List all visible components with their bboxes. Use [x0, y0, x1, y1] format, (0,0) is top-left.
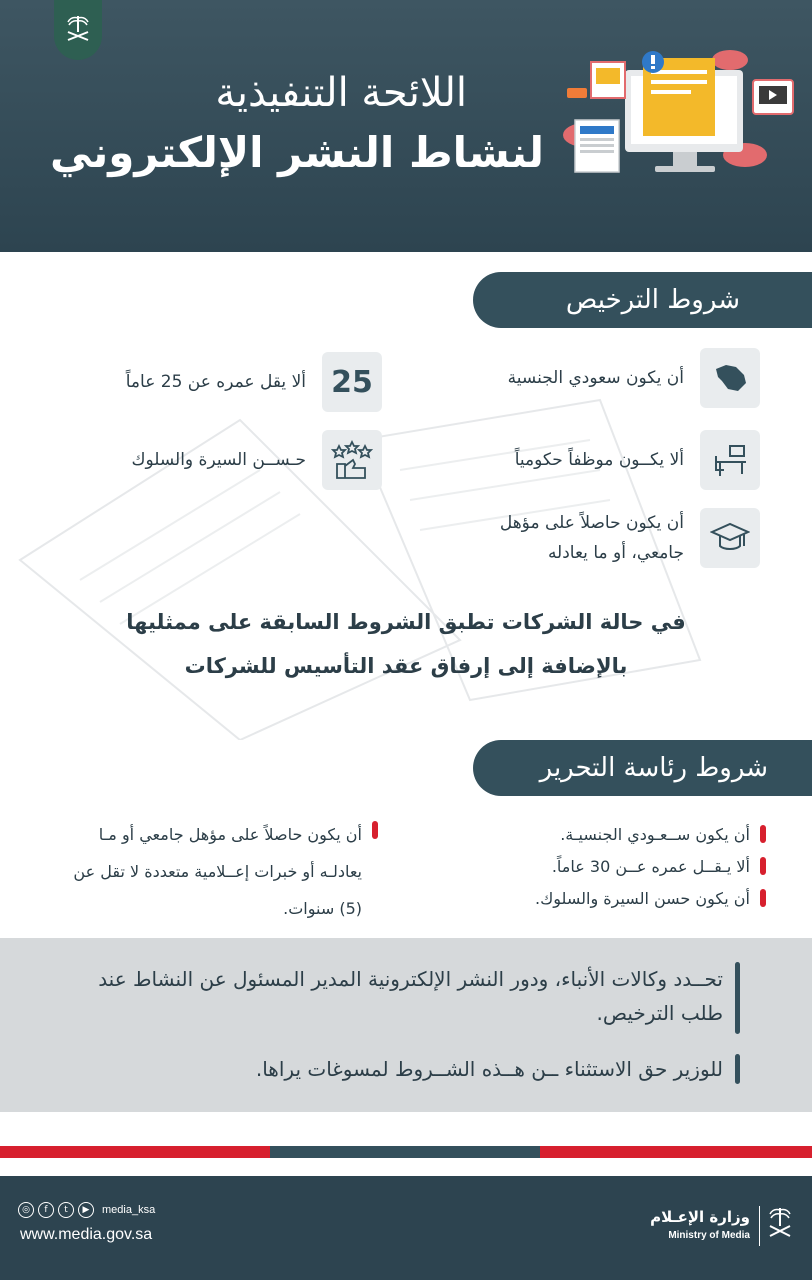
website-link[interactable]: www.media.gov.sa [20, 1226, 153, 1243]
stripe-red-left [0, 1146, 270, 1158]
social-handle[interactable]: media_ksa [102, 1204, 156, 1216]
condition-text: أن يكون سعودي الجنسية [507, 368, 684, 388]
header-banner [0, 0, 812, 252]
note-bar [735, 962, 740, 1034]
saudi-emblem-badge [54, 0, 102, 60]
stripe-dark-middle [270, 1146, 540, 1158]
editorship-item: أن يكون ســعـودي الجنسيـة. [560, 820, 766, 850]
facebook-icon[interactable]: f [38, 1202, 54, 1218]
title-line1: اللائحة التنفيذية [215, 70, 467, 116]
palm-swords-icon [766, 1204, 794, 1244]
ministry-name-ar: وزارة الإعـلام [650, 1208, 750, 1226]
condition-text: ألا يكــون موظفاً حكومياً [514, 450, 684, 470]
bullet-mark [760, 889, 766, 907]
bullet-mark [760, 857, 766, 875]
youtube-icon[interactable]: ▶ [78, 1202, 94, 1218]
condition-line: أن يكون حاصلاً على مؤهل [499, 513, 684, 533]
licensing-heading: شروط الترخيص [473, 272, 812, 328]
bullet-mark [372, 821, 378, 839]
monitor-news-illustration-icon [555, 40, 800, 180]
graduation-cap-icon [700, 508, 760, 568]
stripe-red-right [540, 1146, 812, 1158]
editorship-heading: شروط رئاسة التحرير [473, 740, 812, 796]
age-number: 25 [331, 364, 373, 400]
condition-not-gov [515, 430, 760, 490]
thumbs-up-stars-icon [322, 430, 382, 490]
palm-swords-icon [64, 12, 92, 48]
title-line2: لنشاط النشر الإلكتروني [50, 128, 544, 177]
twitter-icon[interactable]: t [58, 1202, 74, 1218]
condition-age [126, 352, 382, 412]
note-bar [735, 1054, 740, 1084]
note-item: للوزير حق الاستثناء ــن هــذه الشــروط لمسوغات يراها. [60, 1052, 740, 1086]
companies-note-line2: بالإضافة إلى إرفاق عقد التأسيس للشركات [184, 654, 628, 678]
companies-note-line1: في حالة الشركات تطبق الشروط السابقة على ممثليها [126, 610, 686, 634]
condition-conduct [131, 430, 382, 490]
note-item: تحــدد وكالات الأنباء، ودور النشر الإلكترونية المدير المسئول عن النشاط عند طلب الترخيص. [60, 962, 740, 1034]
condition-line: جامعي، أو ما يعادله [547, 543, 684, 563]
ministry-name-en: Ministry of Media [668, 1230, 750, 1241]
footer-divider [759, 1206, 760, 1246]
condition-text: حـســن السيرة والسلوك [131, 450, 306, 470]
instagram-icon[interactable]: ◎ [18, 1202, 34, 1218]
editorship-item: أن يكون حسن السيرة والسلوك. [535, 884, 766, 914]
saudi-map-icon [700, 348, 760, 408]
editorship-item: أن يكون حاصلاً على مؤهل جامعي أو مـا يعادلـه أو خبرات إعــلامية متعددة لا تقل عن (5) سنوات. [62, 816, 378, 927]
condition-education [500, 508, 760, 568]
social-links [18, 1202, 155, 1218]
condition-text: ألا يقل عمره عن 25 عاماً [125, 372, 306, 392]
condition-saudi [508, 348, 760, 408]
editorship-item: ألا يـقــل عمره عــن 30 عاماً. [552, 852, 766, 882]
age-25-icon [322, 352, 382, 412]
office-desk-icon [700, 430, 760, 490]
condition-text [500, 508, 684, 568]
bullet-mark [760, 825, 766, 843]
